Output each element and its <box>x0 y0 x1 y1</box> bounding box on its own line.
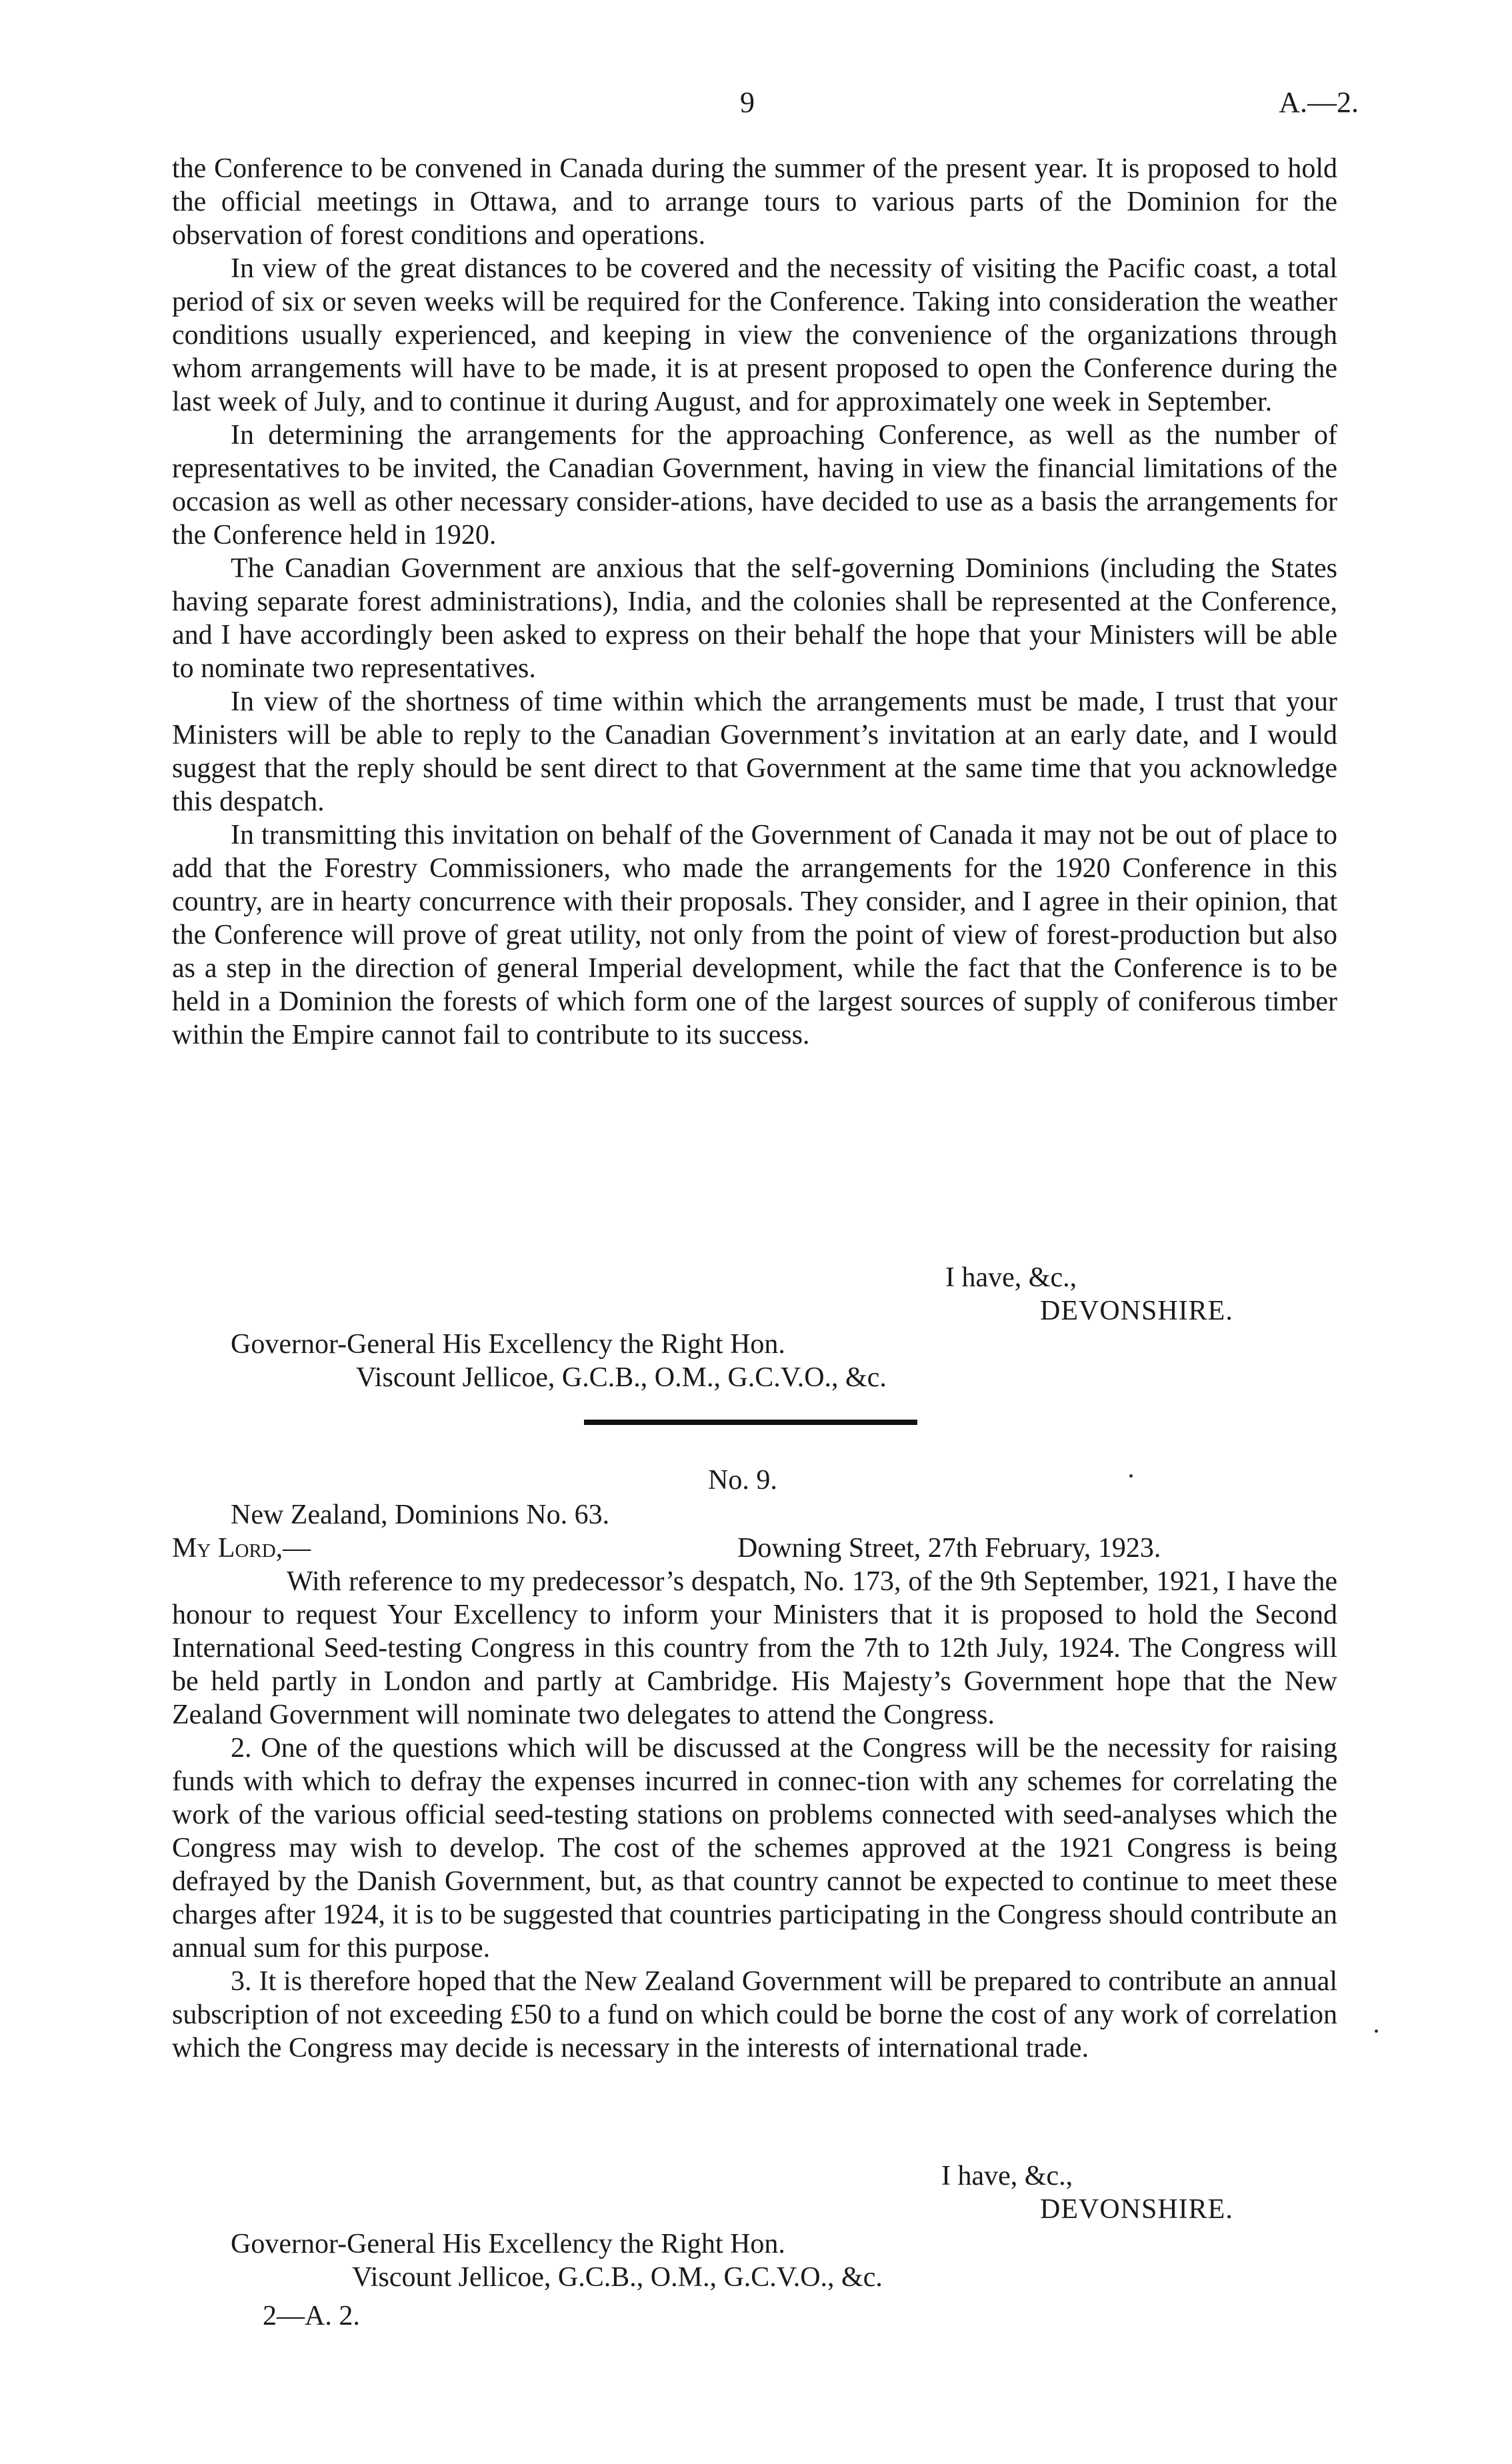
closing-line: I have, &c., <box>945 1262 1077 1293</box>
salutation: My Lord,— <box>172 1533 311 1564</box>
first-despatch-body <box>172 152 1337 1052</box>
paragraph: With reference to my predecessor’s despatch, No. 173, of the 9th September, 1921, I have the honour to request Your Excellency to inform your Ministers that it is proposed to hold the Second International Seed-testing Congress in this country from the 7th to 12th July, 1924. The Congress will be held partly in London and partly at Cambridge. His Majesty’s Government hope that the New Zealand Government will nominate two delegates to attend the Congress. <box>172 1566 1337 1730</box>
section-divider <box>584 1420 917 1425</box>
signature: DEVONSHIRE. <box>1040 2194 1233 2225</box>
closing-line: I have, &c., <box>941 2161 1073 2191</box>
addressee-line-2: Viscount Jellicoe, G.C.B., O.M., G.C.V.O., &c. <box>352 2262 883 2293</box>
signature-mark: 2—A. 2. <box>263 2301 360 2331</box>
despatch-reference: New Zealand, Dominions No. 63. <box>231 1500 610 1530</box>
addressee-line-2: Viscount Jellicoe, G.C.B., O.M., G.C.V.O., &c. <box>356 1362 887 1393</box>
signature: DEVONSHIRE. <box>1040 1296 1233 1326</box>
paragraph: 3. It is therefore hoped that the New Zealand Government will be prepared to contribute an annual subscription of not exceeding £50 to a fund on which could be borne the cost of any work of correlation which the Congress may decide is necessary in the interests of international trade. <box>172 1966 1337 2063</box>
paragraph: the Conference to be convened in Canada during the summer of the present year. It is proposed to hold the official meetings in Ottawa, and to arrange tours to various parts of the Dominion for the observation of forest conditions and operations. <box>172 153 1337 251</box>
page-header <box>0 85 1512 125</box>
paragraph: In view of the shortness of time within which the arrangements must be made, I trust that your Ministers will be able to reply to the Canadian Government’s invitation at an early date, and I would suggest that the reply should be sent direct to that Government at the same time that you acknowledge this despatch. <box>172 686 1337 817</box>
speck <box>1129 1474 1133 1478</box>
dateline: Downing Street, 27th February, 1923. <box>737 1533 1161 1564</box>
paragraph: In view of the great distances to be covered and the necessity of visiting the Pacific coast, a total period of six or seven weeks will be required for the Conference. Taking into consideration the weather conditions usually experienced, and keeping in view the convenience of the organizations through whom arrangements will have to be made, it is at present proposed to open the Conference during the last week of July, and to continue it during August, and for approximately one week in September. <box>172 253 1337 417</box>
despatch-number: No. 9. <box>708 1465 777 1496</box>
paragraph: In transmitting this invitation on behalf of the Government of Canada it may not be out of place to add that the Forestry Commissioners, who made the arrangements for the 1920 Conference in this country, are in hearty concurrence with their proposals. They consider, and I agree in their opinion, that the Conference will prove of great utility, not only from the point of view of forest-production but also as a step in the direction of general Imperial development, while the fact that the Conference is to be held in a Dominion the forests of which form one of the largest sources of supply of coniferous timber within the Empire cannot fail to contribute to its success. <box>172 820 1337 1050</box>
speck <box>1375 2029 1378 2033</box>
addressee-line-1: Governor-General His Excellency the Right Hon. <box>231 2229 785 2259</box>
addressee-line-1: Governor-General His Excellency the Right Hon. <box>231 1329 785 1360</box>
paragraph: 2. One of the questions which will be discussed at the Congress will be the necessity for raising funds with which to defray the expenses incurred in connec-tion with any schemes for correlating the work of the various official seed-testing stations on problems connected with seed-analyses which the Congress may wish to develop. The cost of the schemes approved at the 1921 Congress is being defrayed by the Danish Government, but, as that country cannot be expected to continue to meet these charges after 1924, it is to be suggested that countries participating in the Congress should contribute an annual sum for this purpose. <box>172 1733 1337 1963</box>
paragraph: The Canadian Government are anxious that the self-governing Dominions (including the States having separate forest administrations), India, and the colonies shall be represented at the Conference, and I have accordingly been asked to express on their behalf the hope that your Ministers will be able to nominate two representatives. <box>172 553 1337 684</box>
paragraph: In determining the arrangements for the approaching Conference, as well as the number of representatives to be invited, the Canadian Government, having in view the financial limitations of the occasion as well as other necessary consider-ations, have decided to use as a basis the arrangements for the Conference held in 1920. <box>172 420 1337 551</box>
document-reference: A.—2. <box>1279 86 1359 119</box>
page-number: 9 <box>740 86 755 119</box>
second-despatch-body <box>172 1565 1337 2065</box>
